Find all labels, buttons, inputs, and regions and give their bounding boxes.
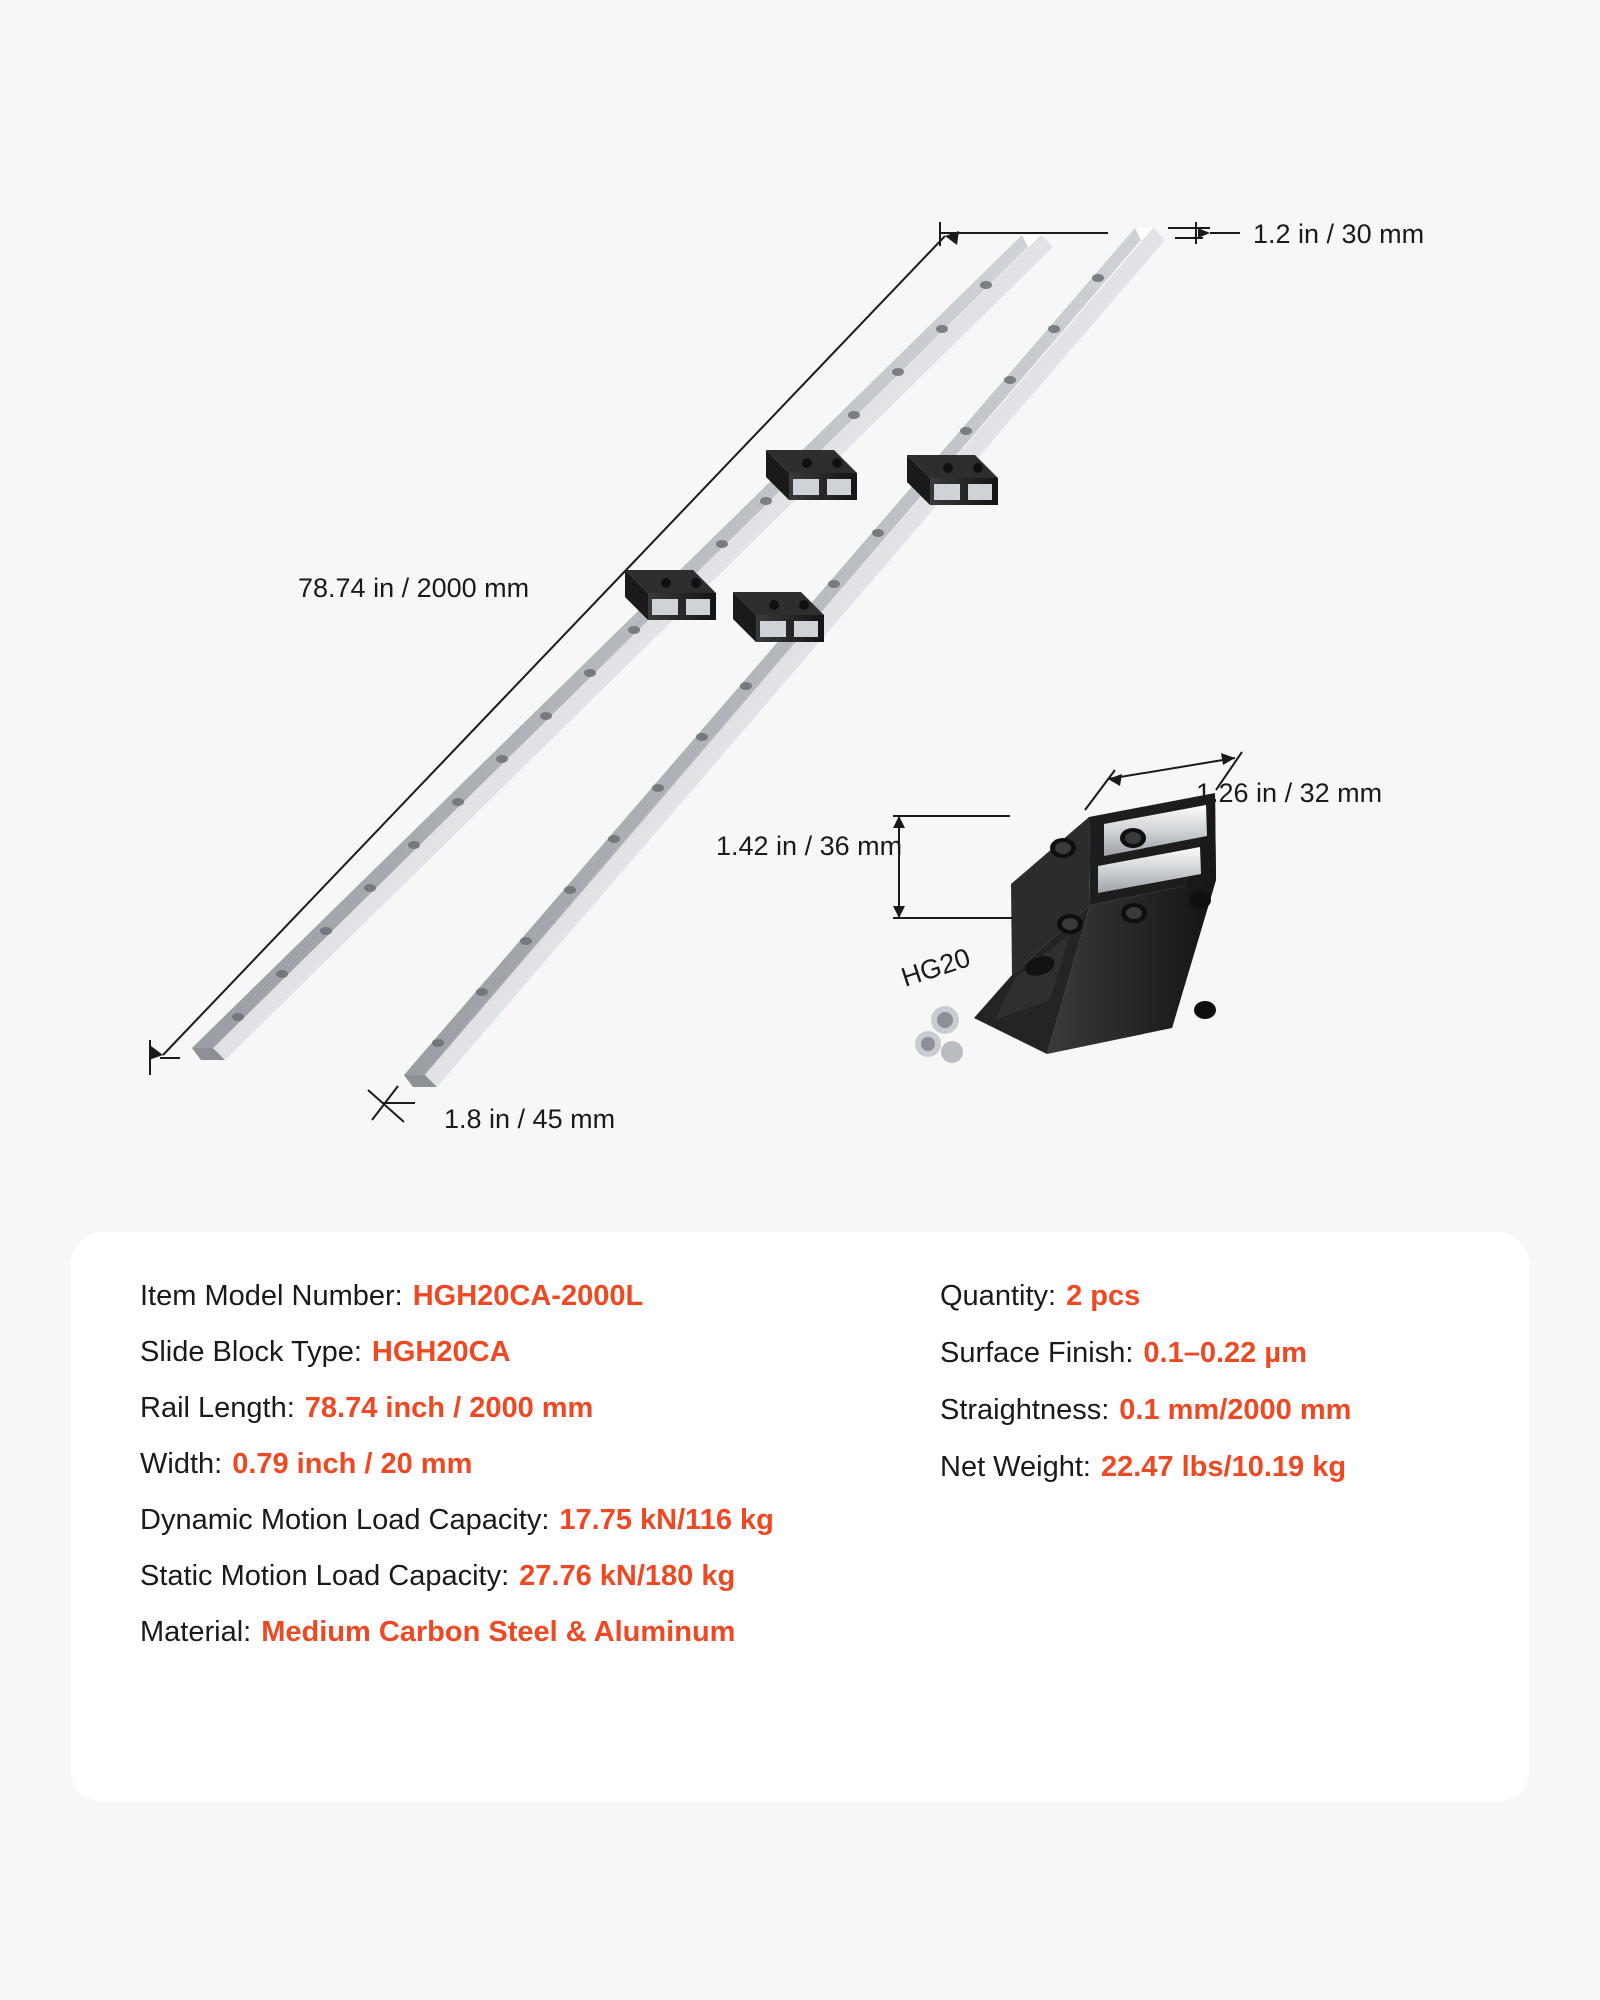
- spec-value: 17.75 kN/116 kg: [559, 1504, 774, 1536]
- block-marking-label: HG20: [897, 942, 974, 993]
- spec-row-material: [140, 1616, 930, 1649]
- spec-value: 22.47 lbs/10.19 kg: [1100, 1451, 1347, 1483]
- spec-column-left: [140, 1280, 930, 1672]
- spec-label: Quantity:: [940, 1280, 1057, 1312]
- slide-block-on-rail-2: [733, 592, 824, 642]
- spec-row-item-model-number: [140, 1280, 930, 1313]
- spec-label: Item Model Number:: [140, 1280, 403, 1312]
- dimension-label-rail-height: 1.2 in / 30 mm: [1253, 219, 1425, 249]
- spec-row-dynamic-load-capacity: [140, 1504, 930, 1537]
- spec-row-net-weight: [940, 1451, 1470, 1484]
- specification-card: [70, 1232, 1530, 1802]
- spec-value: 78.74 inch / 2000 mm: [304, 1392, 594, 1424]
- spec-value: HGH20CA-2000L: [412, 1280, 644, 1312]
- spec-row-static-load-capacity: [140, 1560, 930, 1593]
- dimension-label-rail-length: 78.74 in / 2000 mm: [298, 573, 530, 603]
- spec-value: 27.76 kN/180 kg: [519, 1560, 736, 1592]
- spec-label: Slide Block Type:: [140, 1336, 362, 1368]
- spec-label: Rail Length:: [140, 1392, 295, 1424]
- spec-column-right: [930, 1280, 1470, 1672]
- spec-label: Surface Finish:: [940, 1337, 1134, 1369]
- spec-value: 0.79 inch / 20 mm: [232, 1448, 473, 1480]
- slide-block-detail: [898, 793, 1216, 1063]
- spec-value: Medium Carbon Steel & Aluminum: [261, 1616, 736, 1648]
- spec-row-quantity: [940, 1280, 1470, 1313]
- spec-label: Dynamic Motion Load Capacity:: [140, 1504, 550, 1536]
- spec-label: Net Weight:: [940, 1451, 1091, 1483]
- spec-value: 0.1–0.22 µm: [1143, 1337, 1307, 1369]
- spec-label: Straightness:: [940, 1394, 1110, 1426]
- spec-row-straightness: [940, 1394, 1470, 1427]
- dimension-label-block-length: 1.42 in / 36 mm: [716, 831, 903, 861]
- spec-label: Material:: [140, 1616, 252, 1648]
- spec-row-width: [140, 1448, 930, 1481]
- spec-value: 2 pcs: [1066, 1280, 1141, 1312]
- spec-label: Static Motion Load Capacity:: [140, 1560, 510, 1592]
- spec-row-surface-finish: [940, 1337, 1470, 1370]
- spec-value: 0.1 mm/2000 mm: [1119, 1394, 1352, 1426]
- spec-row-slide-block-type: [140, 1336, 930, 1369]
- dimension-label-rail-base-width: 1.8 in / 45 mm: [444, 1104, 616, 1134]
- dimension-label-block-width: 1.26 in / 32 mm: [1196, 778, 1383, 808]
- spec-value: HGH20CA: [371, 1336, 511, 1368]
- spec-label: Width:: [140, 1448, 223, 1480]
- spec-row-rail-length: [140, 1392, 930, 1425]
- linear-rail-front: [192, 235, 1053, 1060]
